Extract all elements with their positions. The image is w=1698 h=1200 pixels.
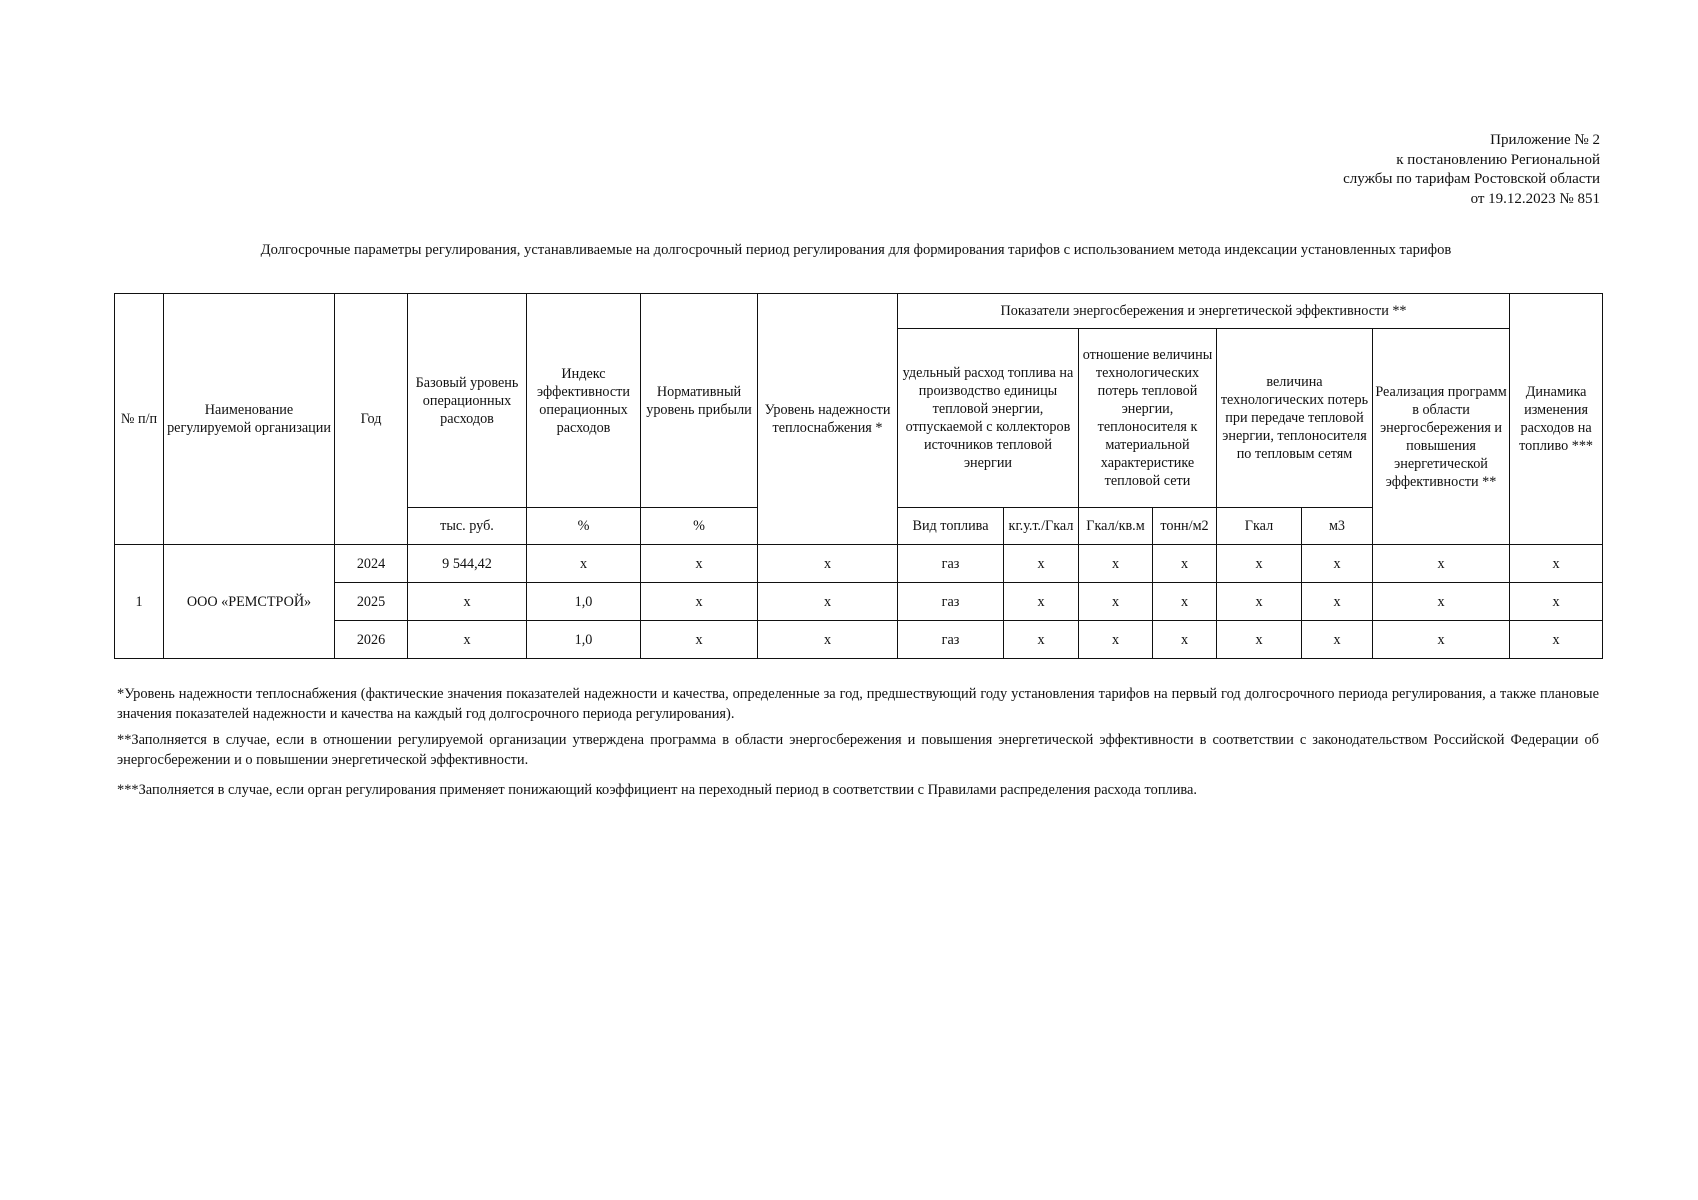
cell-ratio-gcal: х xyxy=(1079,583,1153,621)
appendix-number: Приложение № 2 xyxy=(1490,132,1600,148)
header-energy-group: Показатели энергосбережения и энергетической эффективности ** xyxy=(898,294,1510,329)
cell-base: 9 544,42 xyxy=(408,545,527,583)
appendix-authority: службы по тарифам Ростовской области xyxy=(1343,171,1600,187)
appendix-date: от 19.12.2023 № 851 xyxy=(1470,190,1600,207)
header-dynamics: Динамика изменения расходов на топливо *** xyxy=(1510,294,1603,545)
header-base-costs: Базовый уровень операционных расходов xyxy=(408,294,527,508)
cell-org-num: 1 xyxy=(115,545,164,659)
cell-dynamics: х xyxy=(1510,621,1603,659)
header-loss-ratio: отношение величины технологических потерь тепловой энергии, теплоносителя к материальной характеристике тепловой сети xyxy=(1079,329,1217,508)
footnotes xyxy=(117,684,1599,806)
cell-base: х xyxy=(408,621,527,659)
cell-profit: х xyxy=(641,545,758,583)
header-org: Наименование регулируемой организации xyxy=(164,294,335,545)
cell-fuel-type: газ xyxy=(898,545,1004,583)
header-year: Год xyxy=(335,294,408,545)
cell-reliability: х xyxy=(758,621,898,659)
unit-loss-gcal: Гкал xyxy=(1217,508,1302,545)
footnote-energy-program: **Заполняется в случае, если в отношении регулируемой организации утверждена программа в области энергосбережения и повышения энергетической эффективности в соответствии с законодательством Российской Федерации об энергосбережении и о повышении энергетической эффективности. xyxy=(117,732,1599,768)
cell-index: 1,0 xyxy=(527,621,641,659)
unit-base: тыс. руб. xyxy=(408,508,527,545)
cell-fuel-type: газ xyxy=(898,621,1004,659)
cell-ratio-ton: х xyxy=(1153,583,1217,621)
document-title: Долгосрочные параметры регулирования, устанавливаемые на долгосрочный период регулирования для формирования тарифов с использованием метода индексации установленных тарифов xyxy=(260,242,1452,258)
cell-ratio-gcal: х xyxy=(1079,621,1153,659)
cell-fuel-unit: х xyxy=(1004,583,1079,621)
unit-fuel-type: Вид топлива xyxy=(898,508,1004,545)
cell-ratio-ton: х xyxy=(1153,545,1217,583)
parameters-table xyxy=(114,293,1603,659)
cell-org-name: ООО «РЕМСТРОЙ» xyxy=(164,545,335,659)
header-fuel-rate: удельный расход топлива на производство единицы тепловой энергии, отпускаемой с коллекторов источников тепловой энергии xyxy=(898,329,1079,508)
appendix-header xyxy=(1280,131,1600,209)
cell-ratio-gcal: х xyxy=(1079,545,1153,583)
cell-reliability: х xyxy=(758,583,898,621)
table-row xyxy=(115,621,1603,659)
cell-year: 2026 xyxy=(335,621,408,659)
table-row xyxy=(115,583,1603,621)
cell-year: 2024 xyxy=(335,545,408,583)
unit-ratio-ton: тонн/м2 xyxy=(1153,508,1217,545)
cell-index: 1,0 xyxy=(527,583,641,621)
cell-loss-gcal: х xyxy=(1217,621,1302,659)
header-loss-value: величина технологических потерь при передаче тепловой энергии, теплоносителя по тепловым сетям xyxy=(1217,329,1373,508)
cell-programs: х xyxy=(1373,583,1510,621)
cell-loss-gcal: х xyxy=(1217,583,1302,621)
table-row xyxy=(115,545,1603,583)
cell-index: х xyxy=(527,545,641,583)
unit-fuel: кг.у.т./Гкал xyxy=(1004,508,1079,545)
cell-programs: х xyxy=(1373,545,1510,583)
cell-year: 2025 xyxy=(335,583,408,621)
appendix-reference: к постановлению Региональной xyxy=(1396,151,1600,168)
cell-dynamics: х xyxy=(1510,583,1603,621)
footnote-fuel-dynamics: ***Заполняется в случае, если орган регулирования применяет понижающий коэффициент на переходный период в соответствии с Правилами распределения расхода топлива. xyxy=(117,782,1198,798)
cell-profit: х xyxy=(641,583,758,621)
header-reliability: Уровень надежности теплоснабжения * xyxy=(758,294,898,545)
cell-fuel-unit: х xyxy=(1004,545,1079,583)
cell-fuel-unit: х xyxy=(1004,621,1079,659)
header-efficiency-index: Индекс эффективности операционных расходов xyxy=(527,294,641,508)
cell-loss-m3: х xyxy=(1302,545,1373,583)
unit-loss-m3: м3 xyxy=(1302,508,1373,545)
header-profit: Нормативный уровень прибыли xyxy=(641,294,758,508)
cell-programs: х xyxy=(1373,621,1510,659)
cell-dynamics: х xyxy=(1510,545,1603,583)
cell-loss-gcal: х xyxy=(1217,545,1302,583)
cell-loss-m3: х xyxy=(1302,583,1373,621)
cell-base: х xyxy=(408,583,527,621)
header-num: № п/п xyxy=(115,294,164,545)
unit-ratio-gcal: Гкал/кв.м xyxy=(1079,508,1153,545)
cell-fuel-type: газ xyxy=(898,583,1004,621)
cell-profit: х xyxy=(641,621,758,659)
cell-reliability: х xyxy=(758,545,898,583)
unit-profit: % xyxy=(641,508,758,545)
cell-ratio-ton: х xyxy=(1153,621,1217,659)
footnote-reliability: *Уровень надежности теплоснабжения (фактические значения показателей надежности и качества, определенные за год, предшествующий году установления тарифов на первый год долгосрочного периода регулирования, а также плановые значения показателей надежности и качества на каждый год долгосрочного периода регулирования). xyxy=(117,686,1599,722)
cell-loss-m3: х xyxy=(1302,621,1373,659)
unit-index: % xyxy=(527,508,641,545)
header-programs: Реализация программ в области энергосбережения и повышения энергетической эффективности ** xyxy=(1373,329,1510,545)
